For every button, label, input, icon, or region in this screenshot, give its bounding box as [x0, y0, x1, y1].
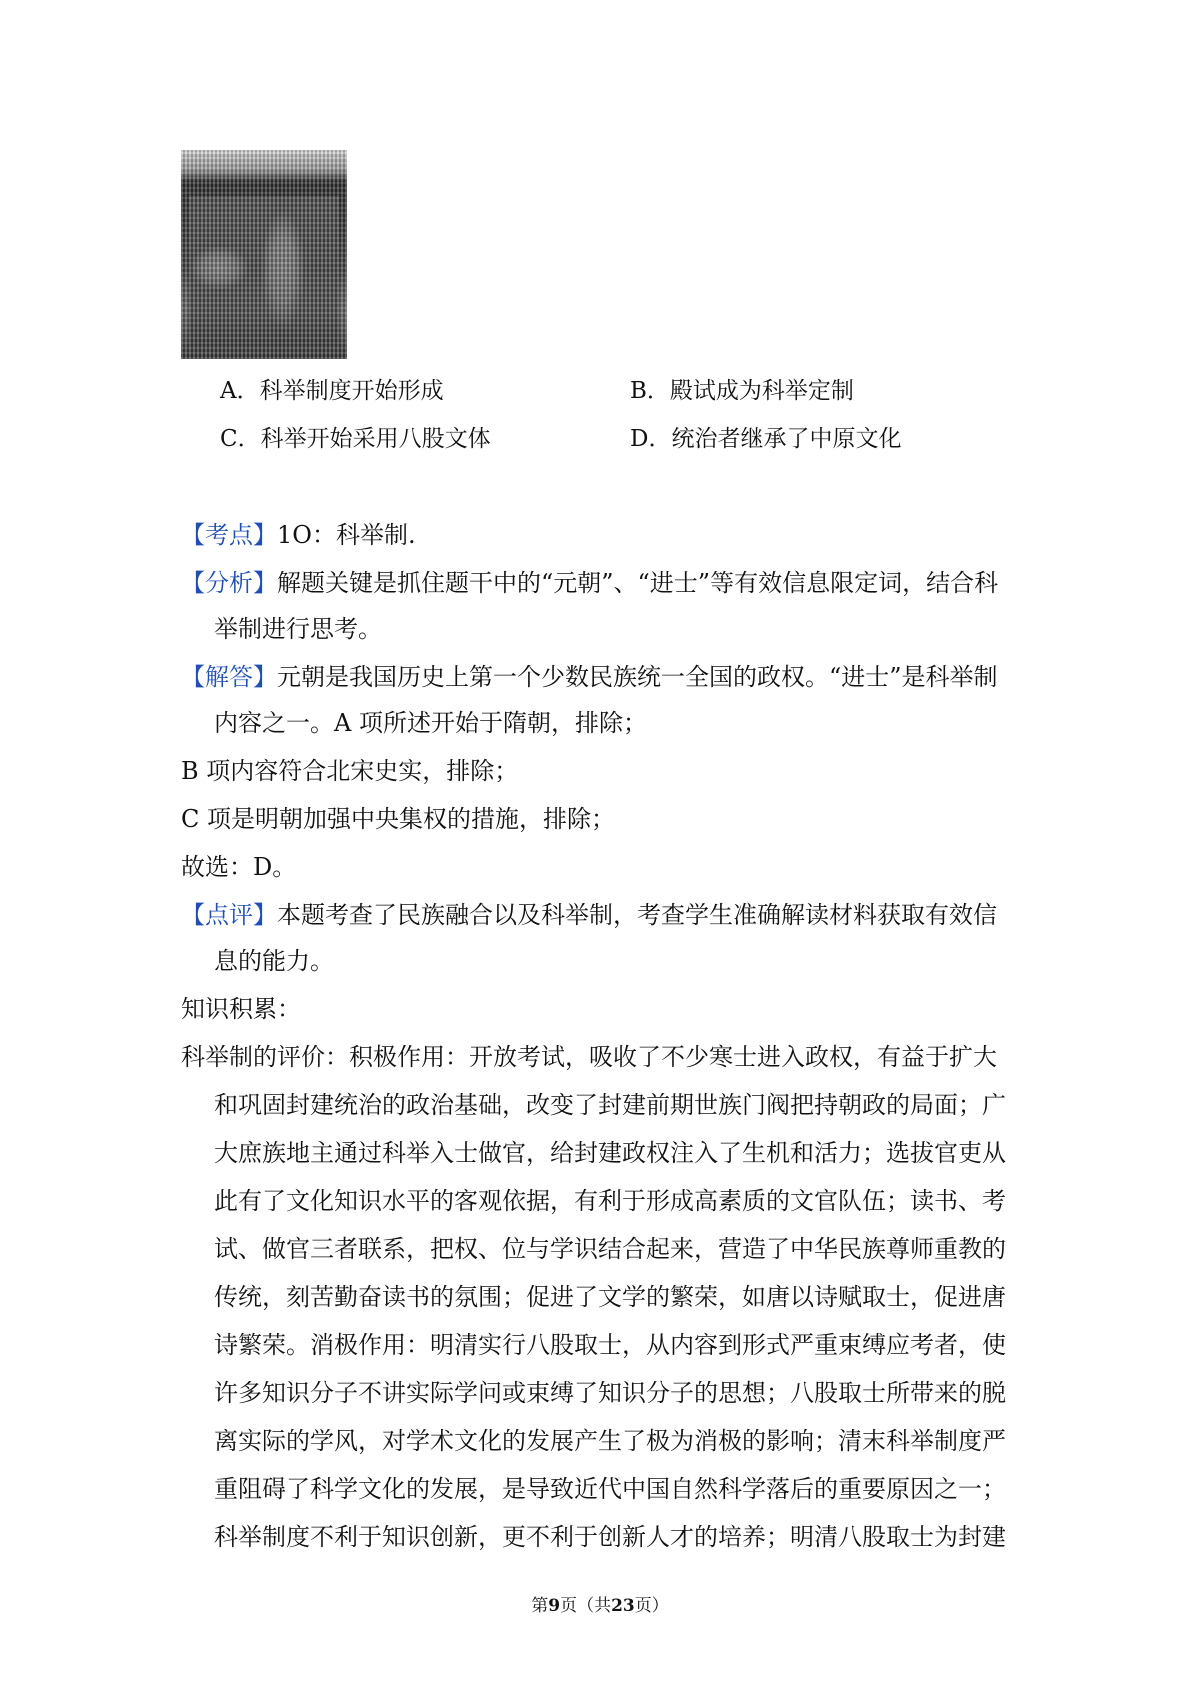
dianping-line-2: 息的能力。	[214, 947, 334, 975]
knowledge-line: 科举制的评价：积极作用：开放考试，吸收了不少寒士进入政权，有益于扩大	[181, 1043, 997, 1071]
jieda-tag: 【解答】	[181, 663, 277, 691]
kaodian-line	[181, 518, 416, 552]
dianping-line-1	[181, 898, 997, 932]
page-footer	[0, 1594, 1200, 1618]
knowledge-heading: 知识积累：	[181, 995, 301, 1023]
option-c: C．科举开始采用八股文体	[220, 426, 491, 452]
knowledge-line: 此有了文化知识水平的客观依据，有利于形成高素质的文官队伍；读书、考	[214, 1187, 1006, 1215]
jieda-text-1: 元朝是我国历史上第一个少数民族统一全国的政权。“进士”是科举制	[277, 663, 998, 691]
dianping-tag: 【点评】	[181, 901, 277, 929]
jieda-line-2: 内容之一。A 项所述开始于隋朝，排除；	[214, 709, 647, 737]
question-photo	[181, 150, 347, 359]
knowledge-line: 离实际的学风，对学术文化的发展产生了极为消极的影响；清末科举制度严	[214, 1427, 1006, 1455]
footer-pre: 第	[531, 1596, 549, 1616]
option-a: A．科举制度开始形成	[220, 378, 444, 404]
kaodian-text: 1O：科举制.	[277, 521, 416, 549]
option-d: D．统治者继承了中原文化	[630, 426, 902, 452]
fenxi-line-1	[181, 566, 998, 600]
jieda-line-4: C 项是明朝加强中央集权的措施，排除；	[181, 805, 615, 833]
footer-page-number: 9	[548, 1596, 561, 1616]
jieda-line-3: B 项内容符合北宋史实，排除；	[181, 757, 519, 785]
knowledge-line: 许多知识分子不讲实际学问或束缚了知识分子的思想；八股取士所带来的脱	[214, 1379, 1006, 1407]
footer-mid: 页（共	[560, 1596, 612, 1616]
dianping-text-1: 本题考查了民族融合以及科举制，考查学生准确解读材料获取有效信	[277, 901, 997, 929]
fenxi-line-2: 举制进行思考。	[214, 615, 382, 643]
knowledge-line: 传统，刻苦勤奋读书的氛围；促进了文学的繁荣，如唐以诗赋取士，促进唐	[214, 1283, 1006, 1311]
footer-total-pages: 23	[611, 1596, 635, 1616]
photo-texture	[181, 150, 347, 359]
knowledge-line: 大庶族地主通过科举入士做官，给封建政权注入了生机和活力；选拔官吏从	[214, 1139, 1006, 1167]
knowledge-line: 重阻碍了科学文化的发展，是导致近代中国自然科学落后的重要原因之一；	[214, 1475, 1006, 1503]
knowledge-line: 试、做官三者联系，把权、位与学识结合起来，营造了中华民族尊师重教的	[214, 1235, 1006, 1263]
fenxi-tag: 【分析】	[181, 569, 277, 597]
knowledge-line: 和巩固封建统治的政治基础，改变了封建前期世族门阀把持朝政的局面；广	[214, 1091, 1006, 1119]
knowledge-line: 科举制度不利于知识创新，更不利于创新人才的培养；明清八股取士为封建	[214, 1523, 1006, 1551]
jieda-line-5: 故选：D。	[181, 853, 297, 881]
knowledge-line: 诗繁荣。消极作用：明清实行八股取士，从内容到形式严重束缚应考者，使	[214, 1331, 1006, 1359]
jieda-line-1	[181, 660, 998, 694]
fenxi-text-1: 解题关键是抓住题干中的“元朝”、“进士”等有效信息限定词，结合科	[277, 569, 999, 597]
footer-post: 页）	[634, 1596, 669, 1616]
option-b: B．殿试成为科举定制	[630, 378, 854, 404]
kaodian-tag: 【考点】	[181, 521, 277, 549]
